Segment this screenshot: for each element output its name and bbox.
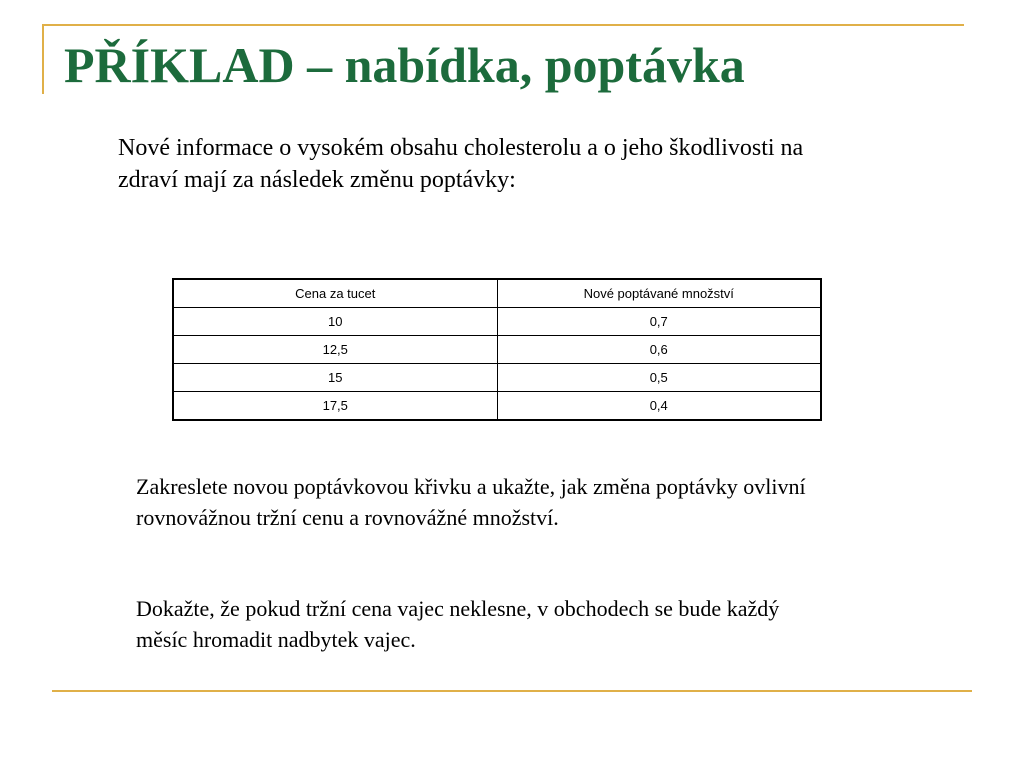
quantity-cell: 0,6 [497,336,821,364]
quantity-cell: 0,5 [497,364,821,392]
task-paragraph-2: Dokažte, že pokud tržní cena vajec neklesne, v obchodech se bude každý měsíc hromadit nadbytek vajec. [136,596,780,652]
intro-text: Nové informace o vysokém obsahu cholesterolu a o jeho škodlivosti na zdraví mají za následek změnu poptávky: [118,135,804,194]
table-row [173,308,821,336]
header-quantity: Nové poptávané množství [497,279,821,308]
price-cell: 17,5 [173,392,497,421]
top-accent-line [42,24,964,26]
table-row [173,364,821,392]
price-cell: 12,5 [173,336,497,364]
quantity-cell: 0,7 [497,308,821,336]
table-row [173,392,821,421]
table-header-row [173,279,821,308]
price-cell: 10 [173,308,497,336]
demand-table [172,278,822,421]
bottom-accent-line [52,690,972,692]
slide-title: PŘÍKLAD – nabídka, poptávka [64,37,745,93]
left-accent-line [42,24,44,94]
header-price: Cena za tucet [173,279,497,308]
price-cell: 15 [173,364,497,392]
task-paragraph-1: Zakreslete novou poptávkovou křivku a ukažte, jak změna poptávky ovlivní rovnovážnou tržní cenu a rovnovážné množství. [136,474,806,530]
quantity-cell: 0,4 [497,392,821,421]
table-row [173,336,821,364]
